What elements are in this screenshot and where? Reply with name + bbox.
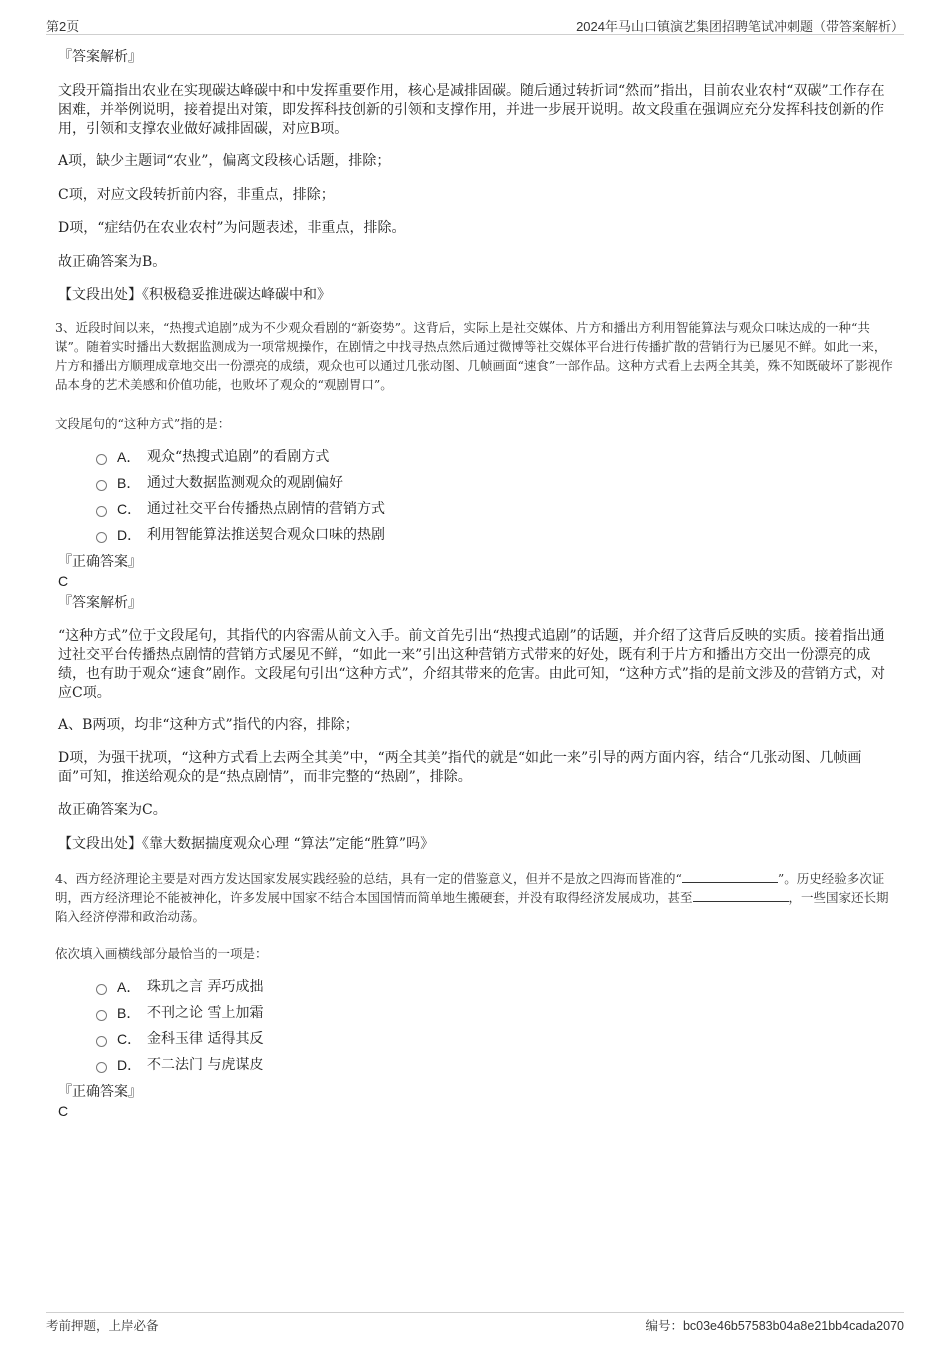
q2-conclusion: 故正确答案为B。 [58,254,167,270]
q3-source: 【文段出处】《靠大数据揣度观众心理 “算法”定能“胜算”吗》 [58,836,435,852]
q3-option-a[interactable]: A． 观众“热搜式追剧”的看剧方式 [96,447,329,467]
q4-option-c[interactable]: C． 金科玉律 适得其反 [96,1029,263,1049]
radio-icon[interactable] [96,506,107,517]
q3-answer-label: 『正确答案』 [58,554,142,570]
q2-analysis-option-c: C项，对应文段转折前内容，非重点，排除； [58,187,335,203]
document-title: 2024年马山口镇演艺集团招聘笔试冲刺题（带答案解析） [576,19,904,34]
document-id: 编号：bc03e46b57583b04a8e21bb4cada2070 [645,1319,904,1333]
q2-analysis-option-a: A项，缺少主题词“农业”，偏离文段核心话题，排除； [58,153,391,169]
q3-analysis-label: 『答案解析』 [58,595,142,611]
radio-icon[interactable] [96,1036,107,1047]
fill-blank-1 [682,870,778,883]
radio-icon[interactable] [96,1062,107,1073]
q3-option-b[interactable]: B． 通过大数据监测观众的观剧偏好 [96,473,343,493]
q2-analysis-paragraph: 文段开篇指出农业在实现碳达峰碳中和中发挥重要作用，核心是减排固碳。随后通过转折词“然而”指出，目前农业农村“双碳”工作存在困难，并举例说明，接着提出对策，即发挥科技创新的引领和支撑作用，并进一步展开说明。故文段重在强调应充分发挥科技创新的作用，引领和支撑农业做好减排固碳，对应B项。 [58,83,885,137]
q4-option-b[interactable]: B． 不刊之论 雪上加霜 [96,1003,263,1023]
q4-option-a[interactable]: A． 珠玑之言 弄巧成拙 [96,977,263,997]
radio-icon[interactable] [96,454,107,465]
radio-icon[interactable] [96,532,107,543]
footer-slogan: 考前押题，上岸必备 [46,1319,159,1333]
q3-analysis-paragraph: “这种方式”位于文段尾句，其指代的内容需从前文入手。前文首先引出“热搜式追剧”的话题，并介绍了这背后反映的实质。接着指出通过社交平台传播热点剧情的营销方式屡见不鲜，“如此一来”引出这种营销方式带来的好处，既有利于片方和播出方交出一份漂亮的成绩，也有助于观众“速食”剧作。文段尾句引出“这种方式”，介绍其带来的危害。由此可知，“这种方式”指的是前文涉及的营销方式，对应C项。 [58,628,885,701]
fill-blank-2 [693,889,789,902]
q3-analysis-option-d: D项，为强干扰项，“这种方式看上去两全其美”中，“两全其美”指代的就是“如此一来”引导的两方面内容，结合“几张动图、几帧画面”可知，推送给观众的是“热点剧情”，而非完整的“热剧”，排除。 [58,750,862,785]
page-footer [46,1312,904,1333]
q3-conclusion: 故正确答案为C。 [58,802,167,818]
q4-option-d[interactable]: D． 不二法门 与虎谋皮 [96,1055,263,1075]
q3-option-c[interactable]: C． 通过社交平台传播热点剧情的营销方式 [96,499,385,519]
q4-answer: C [58,1103,69,1119]
radio-icon[interactable] [96,1010,107,1021]
radio-icon[interactable] [96,480,107,491]
q3-prompt: 文段尾句的“这种方式”指的是： [55,416,231,431]
q3-answer: C [58,573,69,589]
q2-analysis-label: 『答案解析』 [58,49,142,65]
q4-answer-label: 『正确答案』 [58,1084,142,1100]
q3-analysis-option-ab: A、B两项，均非“这种方式”指代的内容，排除； [58,717,359,733]
q4-prompt: 依次填入画横线部分最恰当的一项是： [55,946,268,961]
q4-stem: 4、西方经济理论主要是对西方发达国家发展实践经验的总结，具有一定的借鉴意义，但并不是放之四海而皆准的“ ”。历史经验多次证明，西方经济理论不能被神化，许多发展中国家不结合本国国情而简单地生搬硬套，并没有取得经济发展成功，甚至 ，一些国家还长期陷入经济停滞和政治动荡。 [55,871,889,924]
page-header [46,14,904,35]
page-number: 第2页 [46,19,80,34]
q3-option-d[interactable]: D． 利用智能算法推送契合观众口味的热剧 [96,525,385,545]
radio-icon[interactable] [96,984,107,995]
q3-stem: 3、近段时间以来，“热搜式追剧”成为不少观众看剧的“新姿势”。这背后，实际上是社交媒体、片方和播出方利用智能算法与观众口味达成的一种“共谋”。随着实时播出大数据监测成为一项常规操作，在剧情之中找寻热点然后通过微博等社交媒体平台进行传播扩散的营销行为已屡见不鲜。如此一来，片方和播出方顺理成章地交出一份漂亮的成绩，观众也可以通过几张动图、几帧画面“速食”一部作品。这种方式看上去两全其美，殊不知既破坏了影视作品本身的艺术美感和价值功能，也败坏了观众的“观剧胃口”。 [55,320,893,392]
q2-analysis-option-d: D项，“症结仍在农业农村”为问题表述，非重点，排除。 [58,220,406,236]
q2-source: 【文段出处】《积极稳妥推进碳达峰碳中和》 [58,287,331,303]
